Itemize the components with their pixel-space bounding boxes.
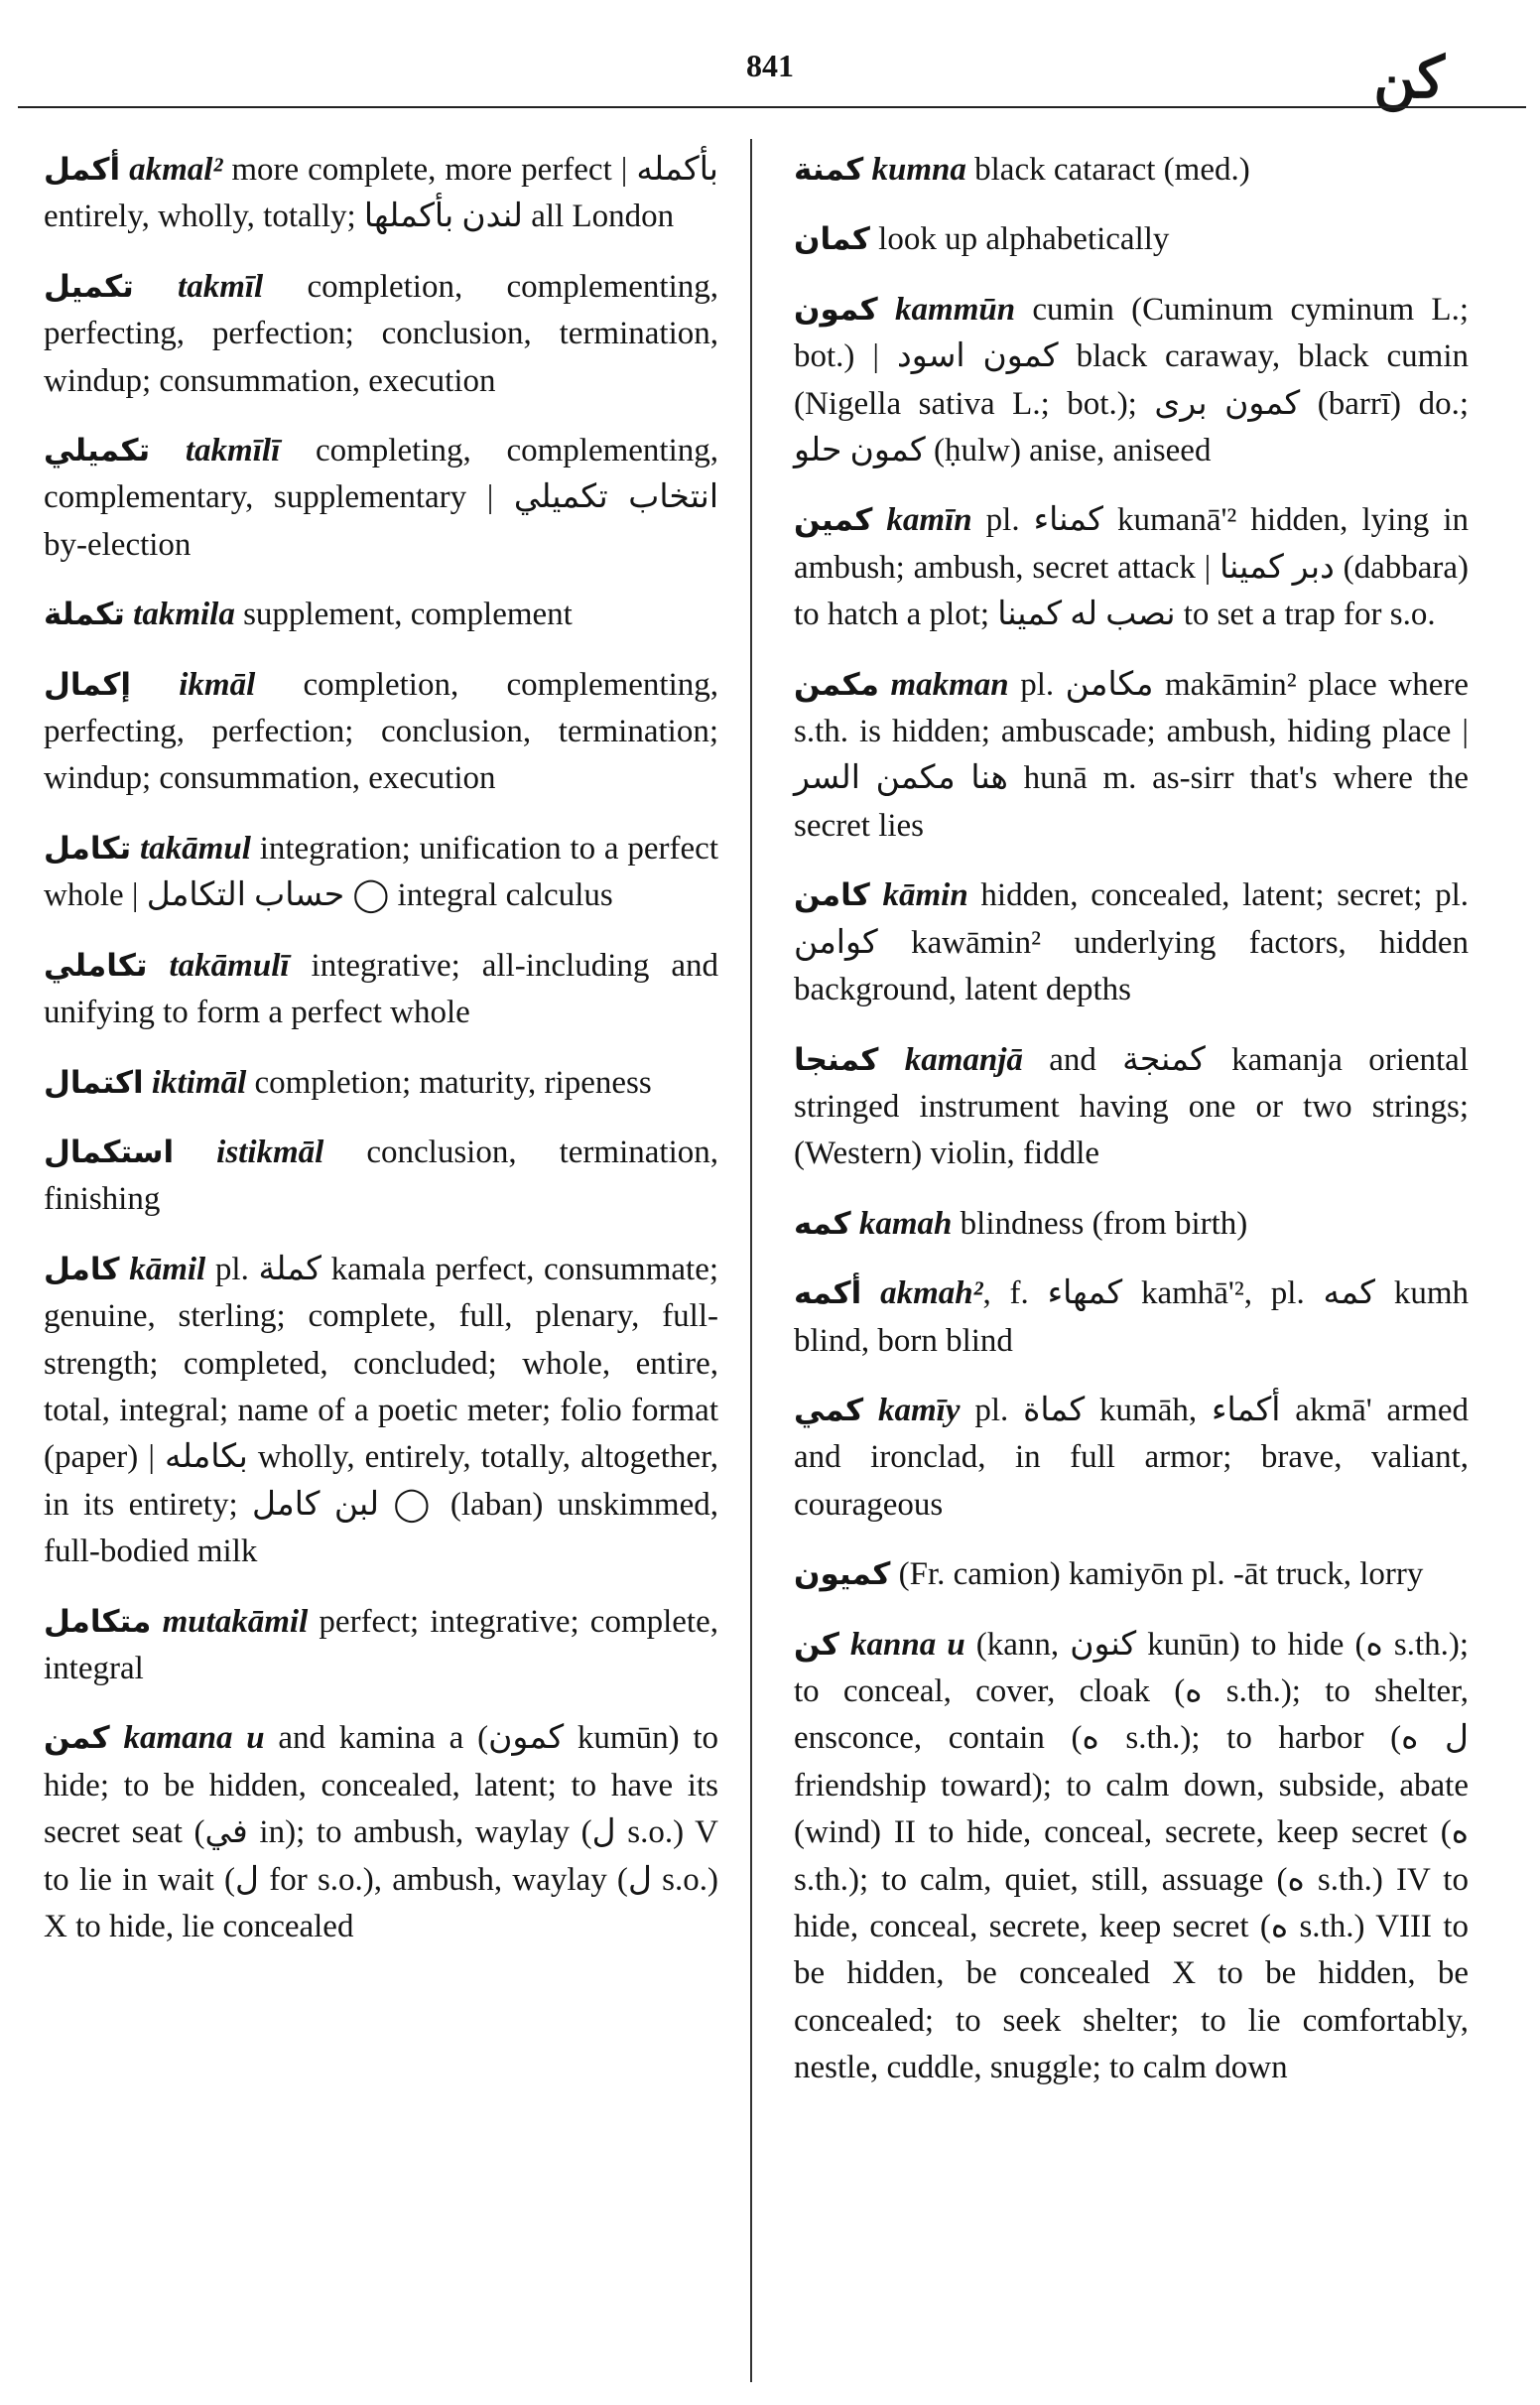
transliteration: takmīl: [178, 268, 264, 305]
dictionary-root-entry: [794, 1388, 1469, 1529]
transliteration: kamanjā: [904, 1041, 1023, 1078]
dictionary-root-entry: [44, 1715, 718, 1950]
transliteration: takāmul: [140, 830, 251, 867]
dictionary-entry: [44, 1247, 718, 1576]
arabic-headword: كمين: [794, 502, 873, 539]
arabic-root: كميون: [794, 1556, 891, 1593]
page-number: 841: [746, 48, 794, 83]
transliteration: istikmāl: [216, 1134, 324, 1170]
entry-definition: blindness (from birth): [952, 1205, 1248, 1242]
arabic-headword: إكمال: [44, 666, 131, 703]
entry-definition: (kann, كنون kunūn) to hide (ه s.th.); to conceal, cover, cloak (ه s.th.); to shelter, ensconce, contain (ه s.th.); to harbor (ل ه friendship toward); to calm down, subside, abate (wind) II to hide, conceal, secrete, keep secret (ه s.th.); to calm, quiet, still, assuage (ه s.th.) IV to hide, conceal, secrete, keep secret (ه s.th.) VIII to be hidden, be concealed X to be hidden, be concealed; to seek shelter; to lie comfortably, nestle, cuddle, snuggle; to calm down: [794, 1626, 1470, 2086]
dictionary-entry: [44, 943, 718, 1037]
dictionary-root-entry: [794, 1201, 1469, 1248]
transliteration: kamana u: [123, 1720, 265, 1757]
arabic-headword: كامن: [794, 877, 870, 914]
transliteration: kamīy: [878, 1392, 961, 1428]
transliteration: makman: [890, 666, 1009, 703]
entry-definition: hidden, concealed, latent; secret; pl. كوامن kawāmin² underlying factors, hidden background, latent depths: [794, 877, 1469, 1008]
entry-definition: completion; maturity, ripeness: [246, 1064, 652, 1101]
entry-definition: perfect; integrative; complete, integral: [44, 1603, 718, 1686]
entry-definition: more complete, more perfect | بأكمله entirely, wholly, totally; لندن بأكملها all London: [44, 152, 718, 235]
arabic-headword: تكملة: [44, 597, 125, 633]
transliteration: kamīn: [886, 502, 972, 539]
arabic-root: كمن: [44, 1720, 110, 1757]
left-column: [44, 147, 718, 1973]
dictionary-entry: [44, 428, 718, 569]
transliteration: ikmāl: [179, 666, 256, 703]
arabic-headword: مكمن: [794, 666, 879, 703]
arabic-headword: أكمل: [44, 152, 121, 188]
transliteration: akmal²: [129, 152, 223, 188]
entry-definition: conclusion, termination, finishing: [44, 1134, 718, 1218]
arabic-headword: تكميل: [44, 268, 134, 305]
column-divider: [750, 139, 752, 2382]
entry-definition: and كمنجة kamanja oriental stringed instrument having one or two strings; (Western) violin, fiddle: [794, 1041, 1470, 1172]
arabic-headword: كمون: [794, 291, 878, 328]
entry-definition: and kamina a (كمون kumūn) to hide; to be hidden, concealed, latent; to have its secret seat (في in); to ambush, waylay (ل s.o.) V to lie in wait (ل for s.o.), ambush, waylay (ل s.o.) X to hide, lie concealed: [44, 1720, 719, 1944]
dictionary-root-entry: [794, 1622, 1469, 2092]
dictionary-entry: [794, 147, 1469, 194]
dictionary-entry: [44, 662, 718, 803]
entry-definition: completion, complementing, perfecting, perfection; conclusion, termination; windup; consummation, execution: [44, 666, 718, 797]
arabic-headword: متكامل: [44, 1603, 152, 1640]
arabic-root: كن: [794, 1626, 839, 1663]
dictionary-entry: [44, 1130, 718, 1224]
page-root-word: كن: [1373, 46, 1445, 110]
transliteration: kammūn: [895, 291, 1016, 328]
entry-definition: cumin (Cuminum cyminum L.; bot.) | كمون اسود black caraway, black cumin (Nigella sativa L.; bot.); كمون برى (barrī) do.; كمون حلو (ḥulw) anise, aniseed: [794, 291, 1470, 469]
transliteration: akmah²: [880, 1275, 983, 1312]
arabic-root: كمه: [794, 1205, 851, 1242]
arabic-headword: كمان: [794, 221, 870, 258]
entry-definition: completing, complementing, complementary, supplementary | انتخاب تكميلي by-election: [44, 433, 719, 563]
arabic-headword: تكامل: [44, 830, 132, 867]
transliteration: kāmil: [129, 1251, 206, 1287]
transliteration: kanna u: [850, 1626, 965, 1663]
entry-definition: integration; unification to a perfect whole | حساب التكامل ◯ integral calculus: [44, 830, 718, 914]
transliteration: takmila: [133, 597, 235, 633]
transliteration: kumna: [871, 152, 966, 188]
arabic-headword: تكميلي: [44, 433, 151, 469]
entry-definition: integrative; all-including and unifying to form a perfect whole: [44, 947, 719, 1031]
entry-definition: look up alphabetically: [869, 221, 1170, 258]
arabic-root: كمنجا: [794, 1041, 879, 1078]
transliteration: takāmulī: [169, 947, 290, 984]
entry-definition: supplement, complement: [234, 597, 573, 633]
entry-definition: pl. كملة kamala perfect, consummate; genuine, sterling; complete, full, plenary, full-strength; completed, concluded; whole, entire, total, integral; name of a poetic meter; folio format (paper) | بكامله wholly, entirely, totally, altogether, in its entirety; لبن كامل ◯ (laban) unskimmed, full-bodied milk: [44, 1251, 719, 1570]
arabic-headword: كامل: [44, 1251, 120, 1287]
transliteration: kamah: [858, 1205, 953, 1242]
arabic-headword: أكمه: [794, 1275, 862, 1312]
transliteration: iktimāl: [151, 1064, 247, 1101]
dictionary-entry: [44, 147, 718, 241]
dictionary-root-entry: [794, 1037, 1469, 1178]
transliteration: takmīlī: [185, 433, 281, 469]
dictionary-entry: [794, 1270, 1469, 1365]
right-column: [794, 147, 1469, 2115]
arabic-headword: تكاملي: [44, 947, 148, 984]
entry-definition: completion, complementing, perfecting, perfection; conclusion, termination, windup; consummation, execution: [44, 268, 718, 399]
transliteration: kāmin: [882, 877, 968, 914]
entry-definition: pl. كماة kumāh, أكماء akmā' armed and ironclad, in full armor; brave, valiant, courageous: [794, 1392, 1469, 1523]
dictionary-entry: [794, 497, 1469, 638]
arabic-headword: اكتمال: [44, 1064, 144, 1101]
arabic-headword: كمنة: [794, 152, 864, 188]
dictionary-entry: [44, 1060, 718, 1107]
arabic-headword: استكمال: [44, 1134, 175, 1170]
dictionary-entry: [794, 662, 1469, 851]
dictionary-root-entry: [794, 1551, 1469, 1598]
entry-definition: pl. مكامن makāmin² place where s.th. is hidden; ambuscade; ambush, hiding place | هنا مكمن السر hunā m. as-sirr that's where the secret lies: [794, 666, 1469, 844]
entry-definition: , f. كمهاء kamhā'², pl. كمه kumh blind, born blind: [794, 1275, 1469, 1359]
dictionary-entry: [794, 216, 1469, 263]
dictionary-entry: [44, 264, 718, 405]
transliteration: mutakāmil: [162, 1603, 309, 1640]
arabic-root: كمي: [794, 1392, 864, 1428]
entry-definition: pl. كمناء kumanā'² hidden, lying in ambush; ambush, secret attack | دبر كمينا (dabbara) to hatch a plot; نصب له كمينا to set a trap for s.o.: [794, 502, 1470, 633]
dictionary-entry: [44, 826, 718, 920]
dictionary-entry: [794, 872, 1469, 1013]
dictionary-entry: [794, 287, 1469, 475]
dictionary-entry: [44, 592, 718, 638]
entry-definition: (Fr. camion) kamiyōn pl. -āt truck, lorry: [890, 1556, 1424, 1593]
dictionary-entry: [44, 1599, 718, 1693]
entry-definition: black cataract (med.): [965, 152, 1250, 188]
header-rule: [18, 106, 1526, 108]
